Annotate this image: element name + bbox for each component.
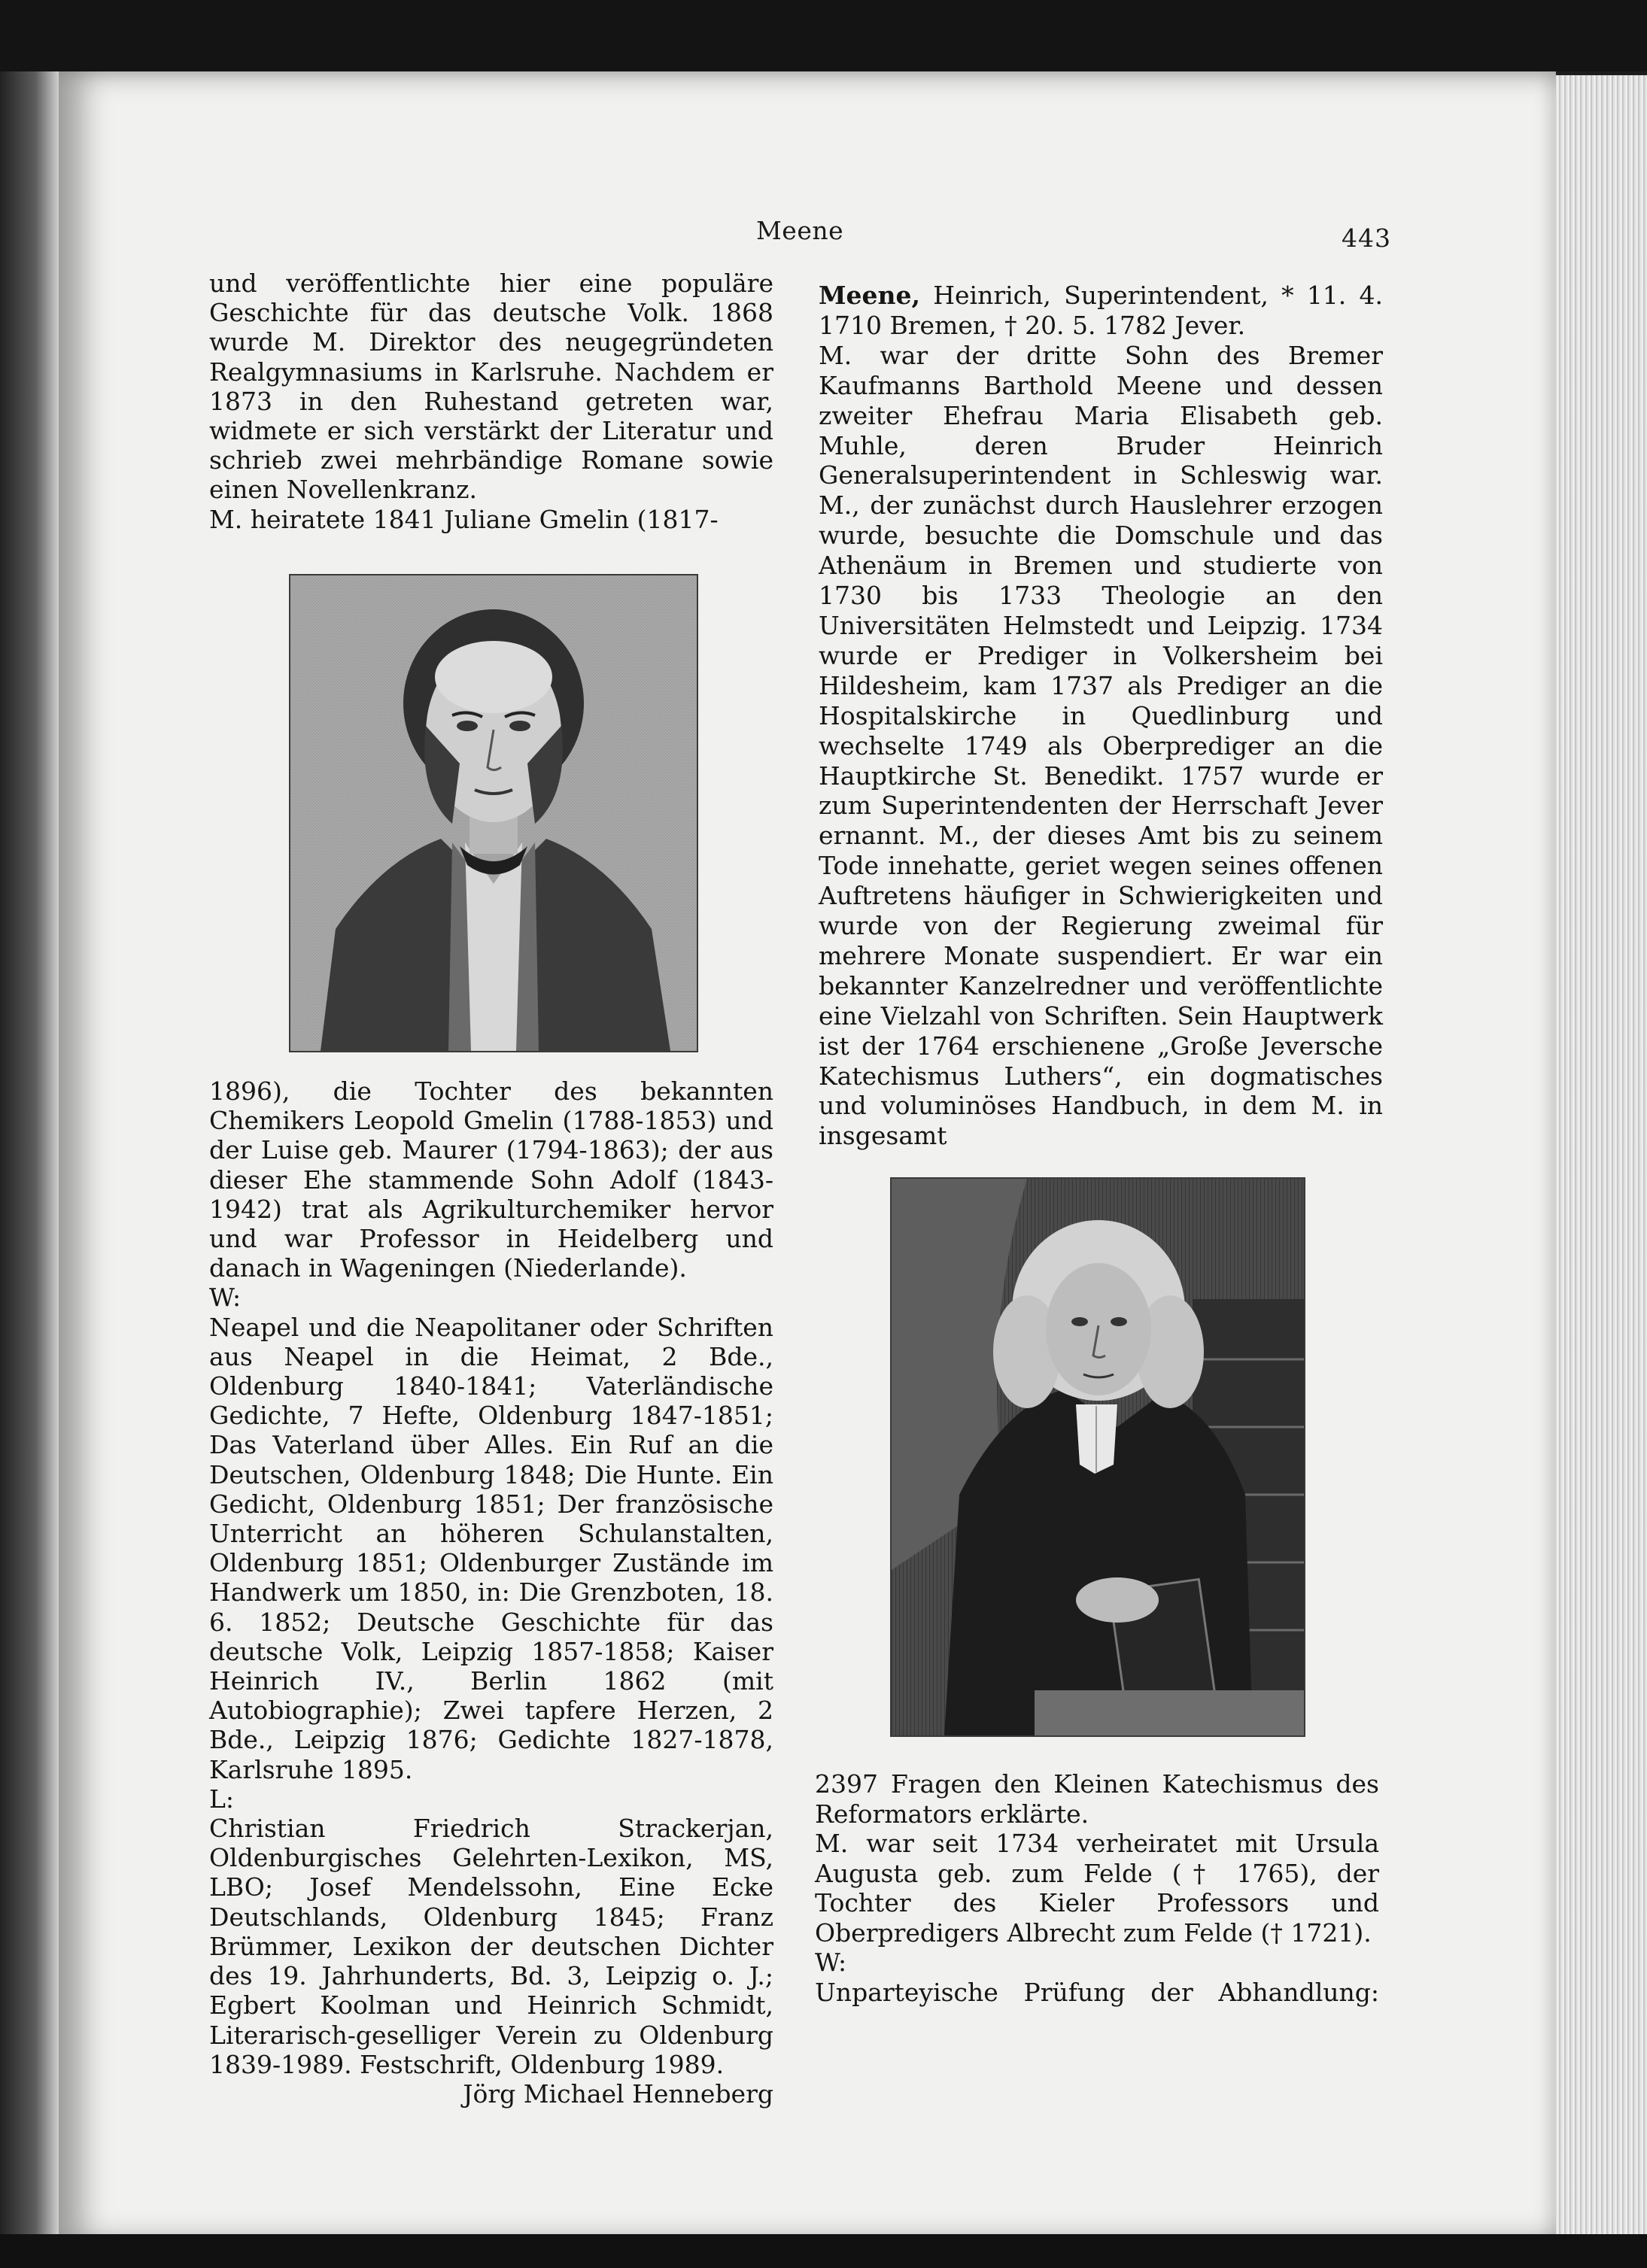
works-label: W: [815, 1948, 847, 1977]
portrait-engraving-henneberg [289, 574, 698, 1052]
scan-border [0, 0, 1647, 71]
right-column-bottom [815, 1769, 1379, 2007]
portrait-engraving-meene [890, 1177, 1305, 1737]
page-edges [1556, 75, 1647, 2249]
marriage-paragraph-start: M. heiratete 1841 Juliane Gmelin (1817- [209, 504, 719, 534]
entry-name: Meene, [819, 281, 920, 310]
scan-border-bottom [0, 2234, 1647, 2268]
author-signature: Jörg Michael Henneberg [463, 2078, 773, 2109]
works-label: W: [209, 1283, 242, 1313]
left-page-gutter [0, 71, 59, 2242]
marriage-paragraph: M. war seit 1734 verheiratet mit Ursula Augusta geb. zum Felde († 1765), der Tochter des Kieler Professors und Oberpredigers Albrecht zum Felde († 1721). [815, 1829, 1379, 1948]
literature-label: L: [209, 1784, 235, 1814]
entry-dates: Heinrich, Superintendent, * 11. 4. 1710 Bremen, † 20. 5. 1782 Jever. [819, 281, 1383, 340]
page-number: 443 [1342, 223, 1391, 253]
biography-paragraph: M. war der dritte Sohn des Bremer Kaufmanns Barthold Meene und dessen zweiter Ehefrau Maria Elisabeth geb. Muhle, deren Bruder Heinrich Generalsuperintendent in Schleswig war. M., der zunächst durch Hauslehrer erzogen wurde, besuchte die Domschule und das Athenäum in Bremen und studierte von 1730 bis 1733 Theologie an den Universitäten Helmstedt und Leipzig. 1734 wurde er Prediger in Volkersheim bei Hildesheim, kam 1737 als Prediger an die Hospitalskirche in Quedlinburg und wechselte 1749 als Oberprediger an die Hauptkirche St. Benedikt. 1757 wurde er zum Superintendenten der Herrschaft Jever ernannt. M., der dieses Amt bis zu seinem Tode innehatte, geriet wegen seines offenen Auftretens häufiger in Schwierigkeiten und wurde von der Regierung zweimal für mehrere Monate suspendiert. Er war ein bekannter Kanzelredner und veröffentlichte eine Vielzahl von Schriften. Sein Hauptwerk ist der 1764 erschienene „Große Jeversche Katechismus Luthers“, ein dogmatisches und voluminöses Handbuch, in dem M. in insgesamt [819, 340, 1383, 1151]
biography-continuation: 2397 Fragen den Kleinen Katechismus des Reformators erklärte. [815, 1769, 1379, 1829]
left-column-bottom [209, 1076, 773, 2109]
marriage-paragraph-continuation: 1896), die Tochter des bekannten Chemikers Leopold Gmelin (1788-1853) und der Luise geb. Maurer (1794-1863); der aus dieser Ehe stammende Sohn Adolf (1843-1942) trat als Agrikulturchemiker hervor und war Professor in Heidelberg und danach in Wageningen (Niederlande). [209, 1076, 773, 1283]
entry-header [819, 281, 1383, 341]
biography-paragraph: und veröffentlichte hier eine populäre Geschichte für das deutsche Volk. 1868 wurde M. Direktor des neugegründeten Realgymnasiums in Karlsruhe. Nachdem er 1873 in den Ruhestand getreten war, widmete er sich verstärkt der Literatur und schrieb zwei mehrbändige Romane sowie einen Novellenkranz. [209, 269, 773, 505]
literature-list: Christian Friedrich Strackerjan, Oldenburgisches Gelehrten-Lexikon, MS, LBO; Josef Mendelssohn, Eine Ecke Deutschlands, Oldenburg 1845; Franz Brümmer, Lexikon der deutschen Dichter des 19. Jahrhunderts, Bd. 3, Leipzig o. J.; Egbert Koolman und Heinrich Schmidt, Literarisch-geselliger Verein zu Oldenburg 1839-1989. Festschrift, Oldenburg 1989. [209, 1814, 773, 2079]
right-column-top [819, 281, 1383, 1151]
works-list: Neapel und die Neapolitaner oder Schriften aus Neapel in die Heimat, 2 Bde., Oldenburg 1840-1841; Vaterländische Gedichte, 7 Hefte, Oldenburg 1847-1851; Das Vaterland über Alles. Ein Ruf an die Deutschen, Oldenburg 1848; Die Hunte. Ein Gedicht, Oldenburg 1851; Der französische Unterricht an höheren Schulanstalten, Oldenburg 1851; Oldenburger Zustände im Handwerk um 1850, in: Die Grenzboten, 18. 6. 1852; Deutsche Geschichte für das deutsche Volk, Leipzig 1857-1858; Kaiser Heinrich IV., Berlin 1862 (mit Autobiographie); Zwei tapfere Herzen, 2 Bde., Leipzig 1876; Gedichte 1827-1878, Karlsruhe 1895. [209, 1312, 773, 1784]
left-column-top [209, 269, 773, 534]
works-list-start: Unparteyische Prüfung der Abhandlung: [815, 1977, 1379, 2007]
running-head: Meene [756, 216, 844, 245]
